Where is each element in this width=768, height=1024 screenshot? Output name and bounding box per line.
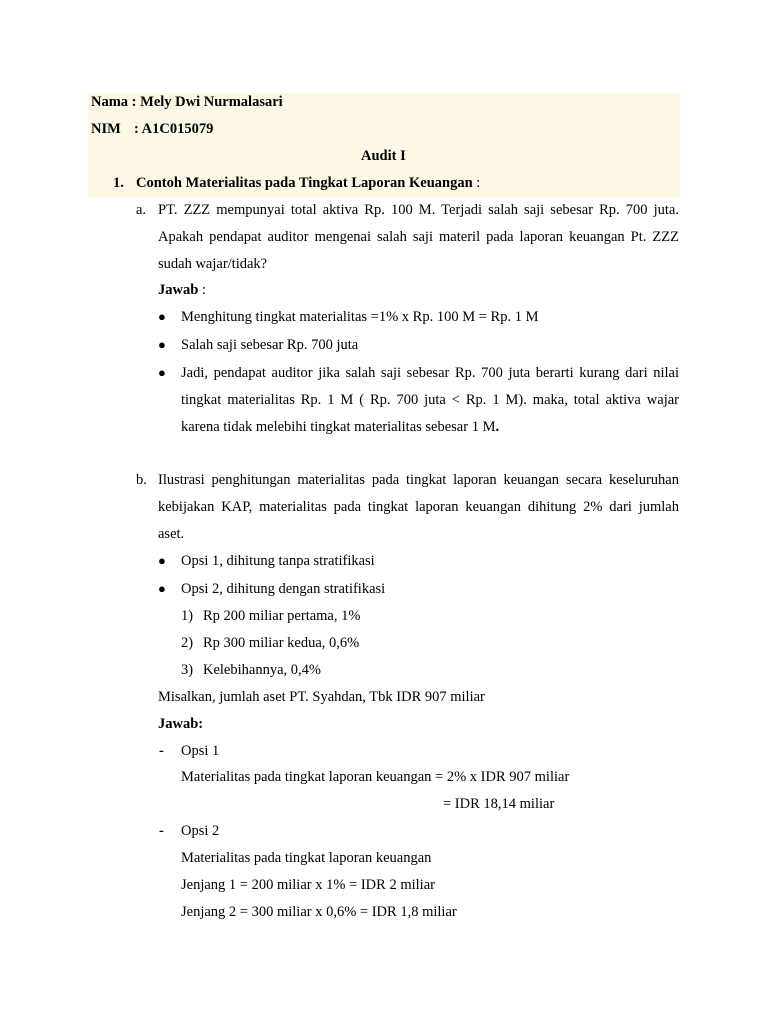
item-b-label: b. — [136, 472, 147, 488]
section-heading-text: Contoh Materialitas pada Tingkat Laporan Keuangan — [136, 175, 473, 191]
bullet-icon: ● — [158, 309, 166, 324]
page-title: Audit I — [361, 148, 406, 164]
item-a-bullet-3-line3-text: karena tidak melebihi tingkat materialitas sebesar 1 M — [181, 419, 496, 435]
item-b-jawab: Jawab: — [158, 716, 204, 732]
item-a-line3: sudah wajar/tidak? — [158, 256, 268, 272]
item-b-line1: Ilustrasi penghitungan materialitas pada tingkat laporan keuangan secara keseluruhan — [158, 472, 679, 488]
numbered-marker: 1) — [181, 608, 194, 624]
numbered-item-2: Rp 300 miliar kedua, 0,6% — [203, 635, 360, 651]
item-a-label: a. — [136, 202, 147, 218]
nim-label: NIM — [91, 121, 121, 137]
opsi2-line1: Materialitas pada tingkat laporan keuangan — [181, 850, 432, 866]
item-a-bullet-3-line3 — [181, 418, 499, 436]
dash-marker: - — [159, 743, 164, 759]
student-name: Nama : Mely Dwi Nurmalasari — [91, 94, 283, 110]
item-a-jawab-text: Jawab — [158, 282, 199, 298]
item-a-jawab-suffix: : — [198, 282, 206, 298]
bullet-icon: ● — [158, 337, 166, 352]
opsi2-label: Opsi 2 — [181, 823, 220, 839]
bullet-icon: ● — [158, 581, 166, 596]
numbered-item-1: Rp 200 miliar pertama, 1% — [203, 608, 361, 624]
misalkan-text: Misalkan, jumlah aset PT. Syahdan, Tbk IDR 907 miliar — [158, 689, 485, 705]
item-a-bullet-3-period: . — [495, 419, 500, 435]
bullet-icon: ● — [158, 553, 166, 568]
opsi1-calc1: Materialitas pada tingkat laporan keuangan = 2% x IDR 907 miliar — [181, 769, 570, 785]
item-a-bullet-2: Salah saji sebesar Rp. 700 juta — [181, 337, 359, 353]
opsi1-calc2: = IDR 18,14 miliar — [443, 796, 555, 812]
opsi2-line3: Jenjang 2 = 300 miliar x 0,6% = IDR 1,8 miliar — [181, 904, 457, 920]
item-b-line3: aset. — [158, 526, 185, 542]
item-b-line2: kebijakan KAP, materialitas pada tingkat laporan keuangan dihitung 2% dari jumlah — [158, 499, 679, 515]
section-number: 1. — [113, 175, 124, 191]
section-heading — [136, 174, 480, 192]
item-a-bullet-1: Menghitung tingkat materialitas =1% x Rp. 100 M = Rp. 1 M — [181, 309, 539, 325]
item-a-line1: PT. ZZZ mempunyai total aktiva Rp. 100 M. Terjadi salah saji sebesar Rp. 700 juta. — [158, 202, 679, 218]
item-b-bullet-1: Opsi 1, dihitung tanpa stratifikasi — [181, 553, 375, 569]
opsi1-label: Opsi 1 — [181, 743, 220, 759]
item-b-bullet-2: Opsi 2, dihitung dengan stratifikasi — [181, 581, 386, 597]
bullet-icon: ● — [158, 365, 166, 380]
numbered-marker: 3) — [181, 662, 194, 678]
dash-marker: - — [159, 823, 164, 839]
item-a-jawab — [158, 281, 206, 299]
item-a-bullet-3-line2: tingkat materialitas Rp. 1 M ( Rp. 700 juta < Rp. 1 M). maka, total aktiva wajar — [181, 392, 679, 408]
item-a-bullet-3: Jadi, pendapat auditor jika salah saji sebesar Rp. 700 juta berarti kurang dari nilai — [181, 365, 679, 381]
nim-value: : A1C015079 — [134, 121, 214, 137]
section-heading-suffix: : — [472, 175, 481, 191]
numbered-item-3: Kelebihannya, 0,4% — [203, 662, 321, 678]
opsi2-line2: Jenjang 1 = 200 miliar x 1% = IDR 2 miliar — [181, 877, 435, 893]
item-a-line2: Apakah pendapat auditor mengenai salah saji materil pada laporan keuangan Pt. ZZZ — [158, 229, 679, 245]
numbered-marker: 2) — [181, 635, 194, 651]
